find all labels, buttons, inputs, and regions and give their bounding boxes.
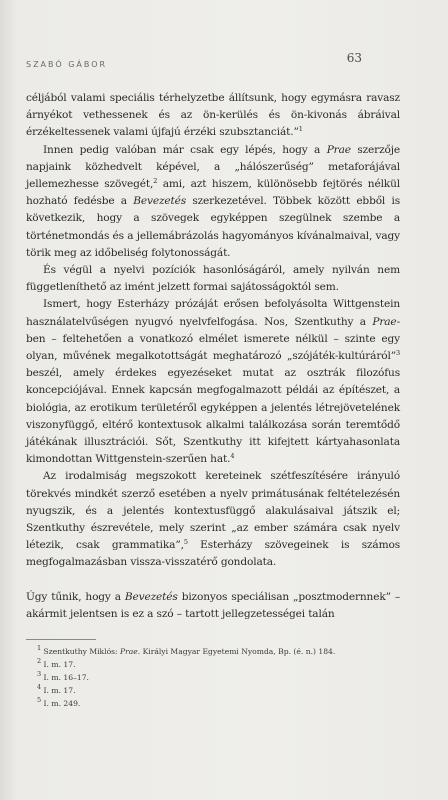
footnote-2: $^2$ I. m. 17. xyxy=(37,657,76,669)
page-number: 63 xyxy=(346,51,362,65)
footnote-ref-4[interactable]: 4 xyxy=(230,452,235,461)
body-text xyxy=(26,90,400,623)
paragraph-3: És végül a nyelvi pozíciók hasonlóságáról, amely nyilván nem függetleníthető az imént jelzett formai sajátosságoktól sem. xyxy=(26,264,400,294)
footnote-ref-5[interactable]: 5 xyxy=(183,538,188,547)
footnote-ref-3[interactable]: 3 xyxy=(396,349,400,358)
paragraph-6: Úgy tűnik, hogy a Bevezetés bizonyos speciálisan „posztmodernnek” – akármit jelentsen is ez a szó – tartott jellegzetességei talán xyxy=(26,590,400,620)
footnotes xyxy=(37,645,397,710)
footnote-ref-2[interactable]: 2 xyxy=(153,177,158,186)
running-header-author: SZABÓ GÁBOR xyxy=(26,60,108,69)
footnote-4: $^4$ I. m. 17. xyxy=(37,683,76,695)
footnote-ref-1[interactable]: 1 xyxy=(298,125,303,134)
footnote-1: $^1$ Szentkuthy Miklós: Prae. Királyi Magyar Egyetemi Nyomda, Bp. (é. n.) 184. xyxy=(37,644,336,656)
paragraph-5: Az irodalmiság megszokott kereteinek szétfeszítésére irányuló törekvés mindkét szerző esetében a nyelv primátusának feltételezésén nyugszik, és a jelentés kontextusfüggő alakulásaival játszik el; Szentkuthy észrevétele, mely szerint „az ember számára csak nyelv létezik, csak grammatika”,$^5$ Esterházy szövegeinek is számos megfogalmazásban vissza-visszatérő gondolata. xyxy=(26,470,400,569)
paragraph-1: céljából valami speciális térhelyzetbe állítsunk, hogy egymásra ravasz árnyékot vethessenek és az ön-kerülés és ön-kivonás ábráival érzékeltessenek valami újfajú érzéki szubsztanciát.”$^1$ xyxy=(26,92,400,139)
footnote-5: $^5$ I. m. 249. xyxy=(37,696,81,708)
paragraph-4: Ismert, hogy Esterházy prózáját erősen befolyásolta Wittgenstein használatelvűségen nyugvó nyelvfelfogása. Nos, Szentkuthy a Prae-ben – feltehetően a vonatkozó elmélet ismerete nélkül – szinte egy olyan, művének megalkotottságát meghatározó „szójáték-kultúráról”$^3$ beszél, amely érdekes egyezéseket mutat az osztrák filozófus koncepciójával. Ennek kapcsán megfogalmazott példái az építészet, a biológia, az erotikum területéről egyképpen a jelentés létrejövetelének viszonyfüggő, eltérő kontextusok alkalmi találkozása során teremtődő játékának illusztrációi. Sőt, Szentkuthy itt kifejtett kártyahasonlata kimondottan Wittgenstein-szerűen hat.$^4$ xyxy=(26,298,400,466)
footnote-divider xyxy=(26,639,96,640)
paragraph-2: Innen pedig valóban már csak egy lépés, hogy a Prae szerzője napjaink közhedvelt képével, a „hálószerűség” metaforájával jellemezhesse szövegét,$^2$ ami, azt hiszem, különösebb fejtörés nélkül hozható fedésbe a Bevezetés szerkezetével. Többek között ebből is következik, hogy a szövegek egyképpen szegülnek szembe a történetmondás és a jellemábrázolás hagyományos kívánalmaival, vagy törik meg az időbeliség folytonosságát. xyxy=(26,143,400,259)
footnote-3: $^3$ I. m. 16–17. xyxy=(37,670,89,682)
